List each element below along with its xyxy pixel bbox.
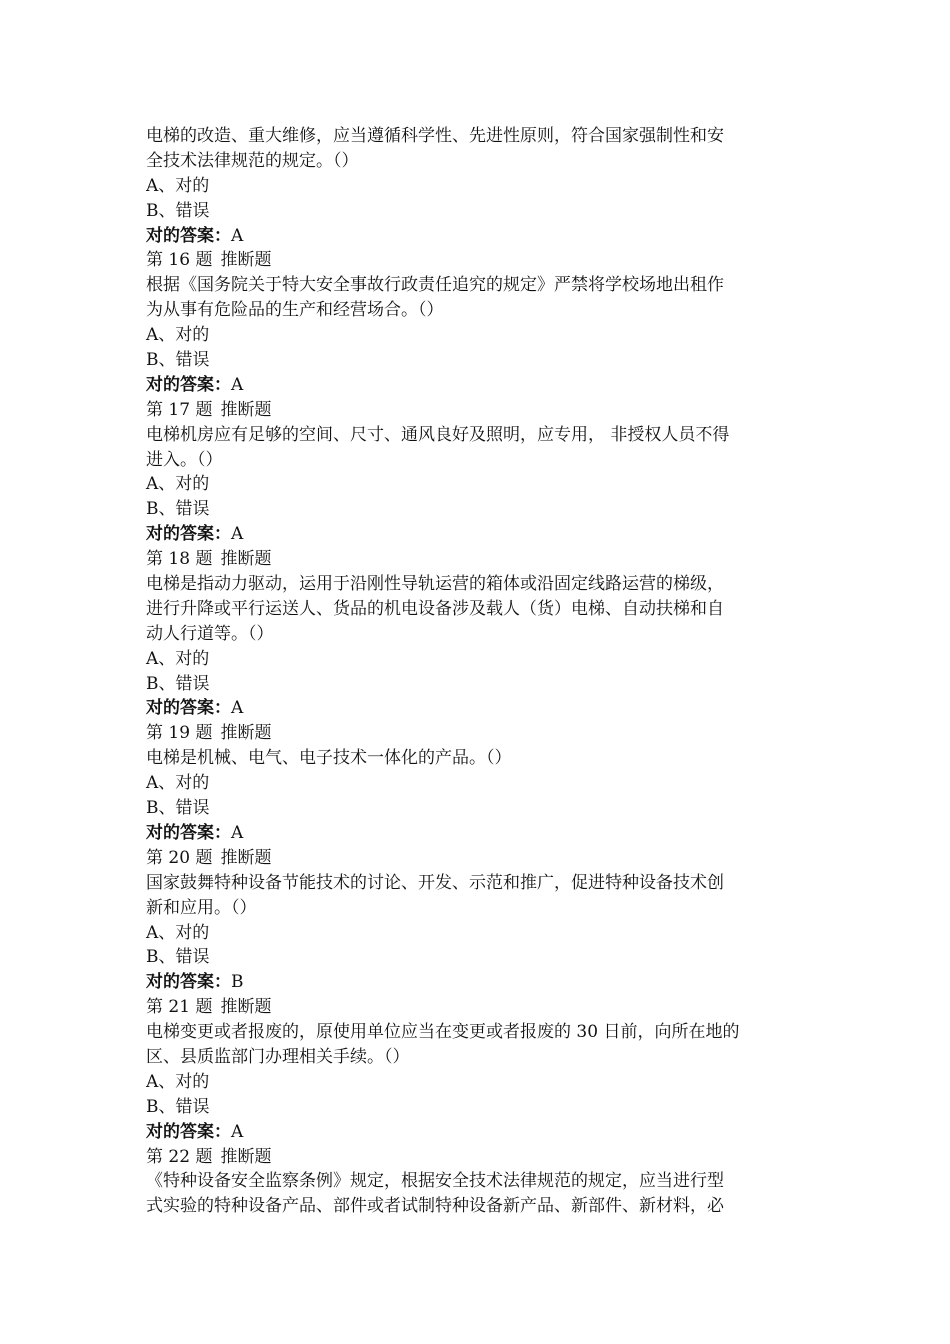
question-number: 第 21 题 [146,997,213,1018]
answer-label: 对的答案： [146,374,231,395]
question-header [146,547,816,572]
question-block-continued [146,124,816,248]
answer-line [146,1120,816,1145]
answer-label: 对的答案： [146,524,231,545]
answer-value: A [231,374,244,395]
option-b: B、错误 [146,947,210,968]
question-stem-line: 国家鼓舞特种设备节能技术的讨论、开发、示范和推广，促进特种设备技术创 [146,872,724,893]
question-number: 第 16 题 [146,250,213,271]
answer-line [146,224,816,249]
answer-value: A [231,698,244,719]
answer-line [146,696,816,721]
question-block-21 [146,995,816,1144]
question-stem-line: 电梯机房应有足够的空间、尺寸、通风良好及照明，应专用， 非授权人员不得 [146,424,730,445]
answer-line [146,821,816,846]
question-header [146,248,816,273]
answer-line [146,522,816,547]
question-block-16 [146,248,816,397]
question-stem-line: 电梯是机械、电气、电子技术一体化的产品。（） [146,748,512,769]
option-a: A、对的 [146,325,210,346]
question-stem-line: 动人行道等。（） [146,623,274,644]
answer-label: 对的答案： [146,1121,231,1142]
document-page [146,124,816,1219]
answer-label: 对的答案： [146,225,231,246]
answer-value: A [231,225,244,246]
option-a: A、对的 [146,773,210,794]
question-stem-line: 新和应用。（） [146,897,257,918]
option-a: A、对的 [146,1071,210,1092]
option-a: A、对的 [146,648,210,669]
question-header [146,398,816,423]
answer-value: B [231,972,244,993]
answer-value: A [231,1121,244,1142]
question-stem-line: 进入。（） [146,449,223,470]
question-header [146,995,816,1020]
question-type: 推断题 [220,1146,272,1167]
question-number: 第 18 题 [146,549,213,570]
option-b: B、错误 [146,798,210,819]
question-block-18 [146,547,816,721]
option-a: A、对的 [146,922,210,943]
question-stem-line: 进行升降或平行运送人、货品的机电设备涉及载人（货）电梯、自动扶梯和自 [146,598,724,619]
option-b: B、错误 [146,350,210,371]
question-header [146,1145,816,1170]
question-number: 第 22 题 [146,1146,213,1167]
question-header [146,721,816,746]
question-block-17 [146,398,816,547]
question-number: 第 20 题 [146,847,213,868]
question-stem-line: 为从事有危险品的生产和经营场合。（） [146,300,444,321]
question-type: 推断题 [220,723,272,744]
option-b: B、错误 [146,499,210,520]
answer-label: 对的答案： [146,698,231,719]
question-type: 推断题 [220,997,272,1018]
option-a: A、对的 [146,474,210,495]
question-stem-line: 电梯变更或者报废的，原使用单位应当在变更或者报废的 30 日前，向所在地的 [146,1022,740,1043]
option-b: B、错误 [146,200,210,221]
question-stem-line: 全技术法律规范的规定。（） [146,150,359,171]
option-a: A、对的 [146,175,210,196]
question-stem-line: 电梯的改造、重大维修，应当遵循科学性、先进性原则，符合国家强制性和安 [146,126,724,146]
option-b: B、错误 [146,1096,210,1117]
answer-line [146,970,816,995]
question-number: 第 19 题 [146,723,213,744]
question-number: 第 17 题 [146,399,213,420]
option-b: B、错误 [146,673,210,694]
question-block-22 [146,1145,816,1220]
question-type: 推断题 [220,250,272,271]
question-type: 推断题 [220,549,272,570]
answer-line [146,373,816,398]
answer-value: A [231,822,244,843]
question-block-20 [146,846,816,995]
question-type: 推断题 [220,399,272,420]
question-stem-line: 区、县质监部门办理相关手续。（） [146,1046,410,1067]
question-stem-line: 电梯是指动力驱动，运用于沿刚性导轨运营的箱体或沿固定线路运营的梯级， [146,574,724,595]
question-stem-line: 根据《国务院关于特大安全事故行政责任追究的规定》严禁将学校场地出租作 [146,275,724,296]
question-stem-line: 《特种设备安全监察条例》规定，根据安全技术法律规范的规定，应当进行型 [146,1171,724,1192]
question-block-19 [146,721,816,845]
answer-label: 对的答案： [146,972,231,993]
answer-label: 对的答案： [146,822,231,843]
answer-value: A [231,524,244,545]
question-header [146,846,816,871]
question-type: 推断题 [220,847,272,868]
question-stem-line: 式实验的特种设备产品、部件或者试制特种设备新产品、新部件、新材料，必 [146,1196,724,1217]
